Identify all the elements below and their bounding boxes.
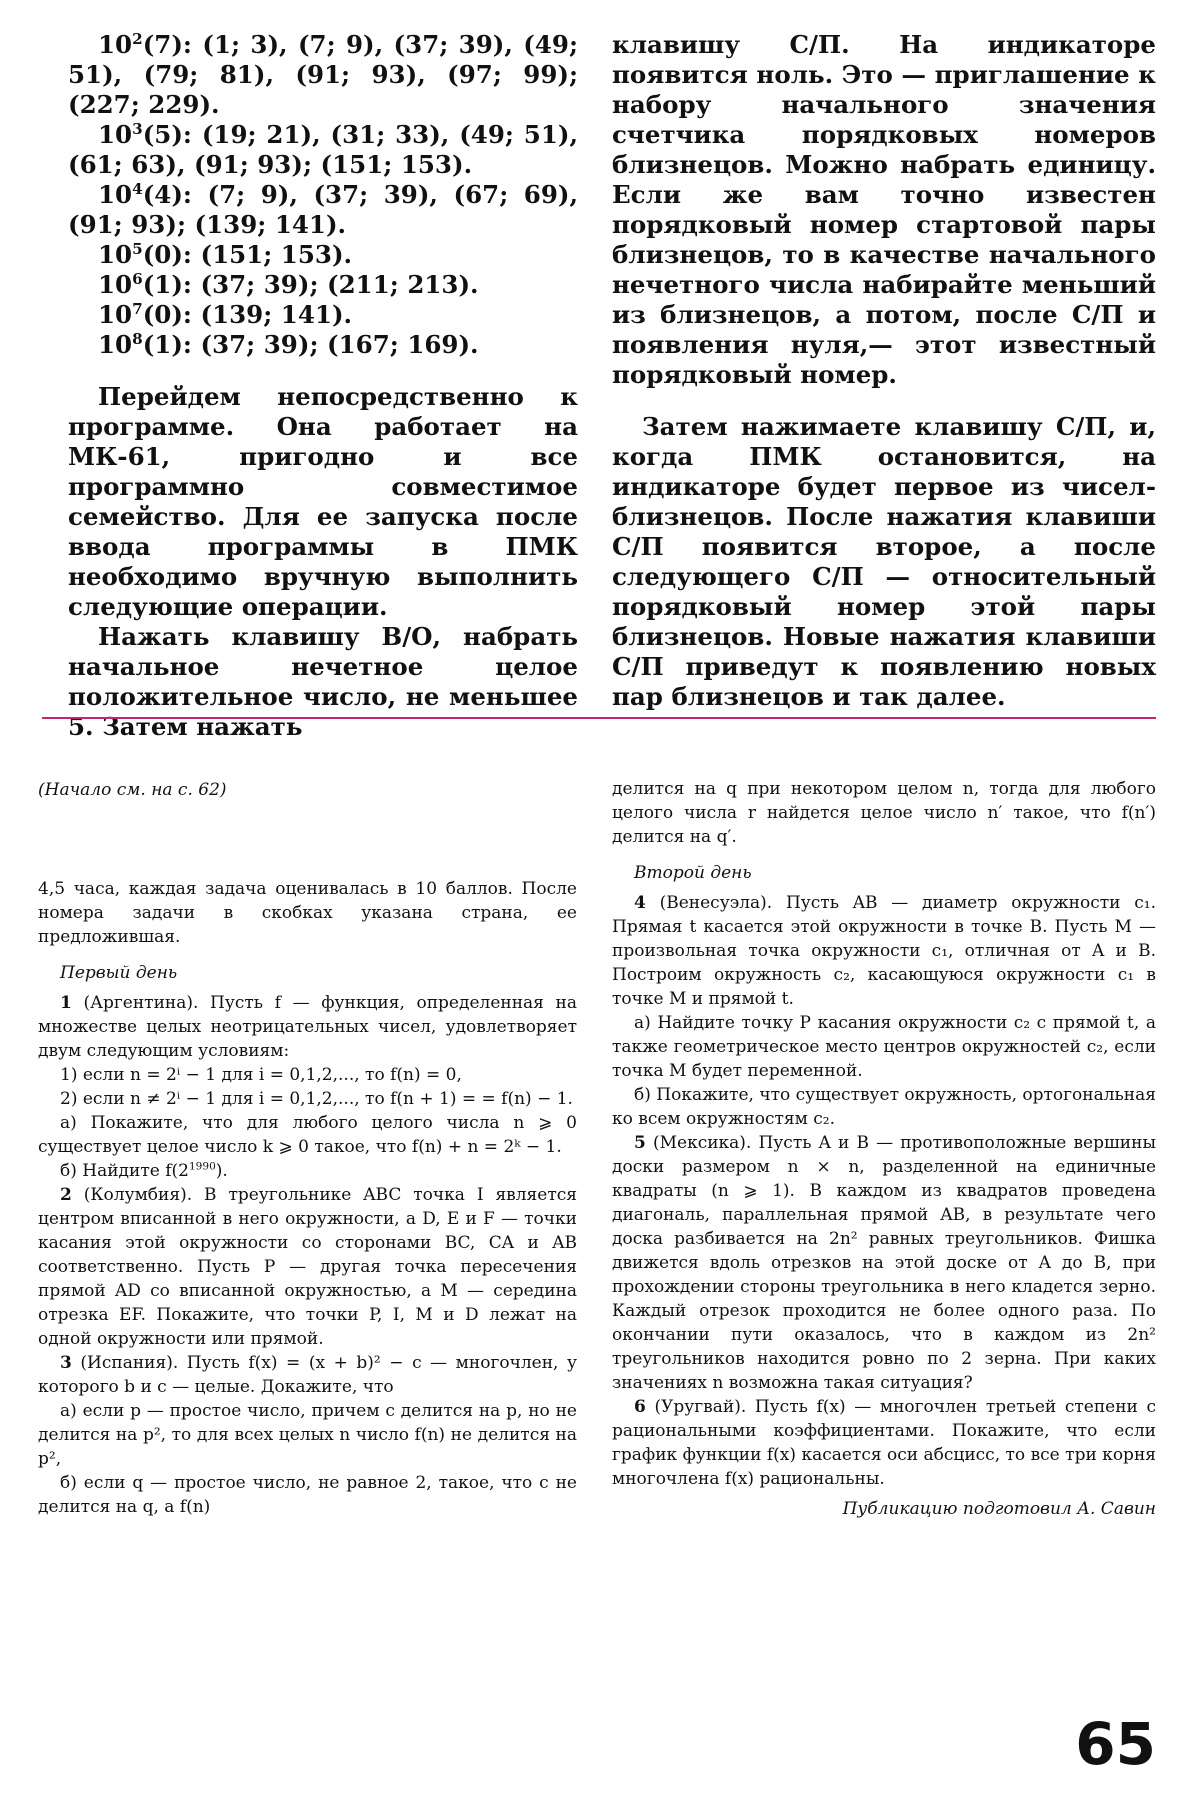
top-right-column bbox=[612, 30, 1156, 712]
section-divider bbox=[42, 717, 1156, 719]
twin-list-6: $10^7(0)$: (139; 141). bbox=[98, 299, 353, 329]
twin-list-1: $10^2(7)$: (1; 3), (7; 9), (37; 39), (49; 51), (79; 81), (91; 93), (97; 99); (227; 229). bbox=[68, 29, 578, 119]
problem-3-continued: делится на q при некотором целом n, тогда для любого целого числа r найдется целое число n′ такое, что f(n′) делится на q′. bbox=[612, 779, 1156, 847]
problem-1-part-b: б) Найдите $f(2^{1990})$. bbox=[60, 1160, 228, 1181]
instructions-continued-paragraph: клавишу С/П. На индикаторе появится ноль. Это — приглашение к набору начального значения счетчика порядковых номеров близнецов. Можно набрать единицу. Если же вам точно известен порядковый номер стартовой пары близнецов, то в качестве начального нечетного числа набирайте меньший из близнецов, а потом, после С/П и появления нуля,— этот известный порядковый номер. bbox=[612, 30, 1156, 389]
bottom-right-column bbox=[612, 777, 1156, 1521]
problem-4-part-a: а) Найдите точку P касания окружности c₂ с прямой t, а также геометрическое место центров окружностей c₂, если точка M будет переменной. bbox=[612, 1013, 1156, 1081]
problem-3: 3 (Испания). Пусть f(x) = (x + b)² − c — многочлен, у которого b и c — целые. Докажите, что bbox=[38, 1353, 577, 1397]
problem-4: 4 (Венесуэла). Пусть AB — диаметр окружности c₁. Прямая t касается этой окружности в точке B. Пусть M — произвольная точка окружности c₁, отличная от A и B. Построим окружность c₂, касающуюся окружности c₁ в точке M и прямой t. bbox=[612, 893, 1156, 1009]
program-intro-paragraph: Перейдем непосредственно к программе. Она работает на МК-61, пригодно и все программно совместимое семейство. Для ее запуска после ввода программы в ПМК необходимо вручную выполнить следующие операции. bbox=[68, 382, 578, 621]
publication-credit: Публикацию подготовил А. Савин bbox=[842, 1499, 1156, 1519]
top-left-column bbox=[68, 30, 578, 742]
problem-1-part-a: а) Покажите, что для любого целого числа n ⩾ 0 существует целое число k ⩾ 0 такое, что f(n) + n = 2ᵏ − 1. bbox=[38, 1113, 577, 1157]
twin-list-7: $10^8(1)$: (37; 39); (167; 169). bbox=[98, 329, 479, 359]
problem-1-condition-2: 2) если n ≠ 2ⁱ − 1 для i = 0,1,2,..., то f(n + 1) = = f(n) − 1. bbox=[60, 1089, 573, 1109]
problem-3-part-b: б) если q — простое число, не равное 2, такое, что c не делится на q, а f(n) bbox=[38, 1473, 577, 1517]
continuation-note: (Начало см. на с. 62) bbox=[38, 780, 227, 800]
problem-5: 5 (Мексика). Пусть A и B — противоположные вершины доски размером n × n, разделенной на единичные квадраты (n ⩾ 1). В каждом из квадратов проведена диагональ, параллельная прямой AB, в результате чего доска разбивается на 2n² равных треугольников. Фишка движется вдоль отрезков на этой доске от A до B, при прохождении стороны треугольника в него кладется зерно. Каждый отрезок проходится не более одного раза. По окончании пути оказалось, что в каждом из 2n² треугольников находится ровно по 2 зерна. При каких значениях n возможна такая ситуация? bbox=[612, 1133, 1156, 1393]
instructions-paragraph: Нажать клавишу В/О, набрать начальное нечетное целое положительное число, не меньшее 5. Затем нажать bbox=[68, 622, 578, 741]
twin-list-4: $10^5(0)$: (151; 153). bbox=[98, 239, 353, 269]
page-number: 65 bbox=[1075, 1710, 1156, 1778]
day-two-heading: Второй день bbox=[634, 863, 752, 883]
twin-list-2: $10^3(5)$: (19; 21), (31; 33), (49; 51), (61; 63), (91; 93); (151; 153). bbox=[68, 119, 578, 179]
problem-3-part-a: а) если p — простое число, причем c делится на p, но не делится на p², то для всех целых n число f(n) не делится на p², bbox=[38, 1401, 577, 1469]
problem-1: 1 (Аргентина). Пусть f — функция, определенная на множестве целых неотрицательных чисел, удовлетворяет двум следующим условиям: bbox=[38, 993, 577, 1061]
olympiad-intro: 4,5 часа, каждая задача оценивалась в 10 баллов. После номера задачи в скобках указана страна, ее предложившая. bbox=[38, 879, 577, 947]
problem-2: 2 (Колумбия). В треугольнике ABC точка I является центром вписанной в него окружности, а D, E и F — точки касания этой окружности со сторонами BC, CA и AB соответственно. Пусть P — другая точка пересечения прямой AD со вписанной окружностью, а M — середина отрезка EF. Покажите, что точки P, I, M и D лежат на одной окружности или прямой. bbox=[38, 1185, 577, 1349]
results-paragraph: Затем нажимаете клавишу С/П, и, когда ПМК остановится, на индикаторе будет первое из чисел-близнецов. После нажатия клавиши С/П появится второе, а после следующего С/П — относительный порядковый номер этой пары близнецов. Новые нажатия клавиши С/П приведут к появлению новых пар близнецов и так далее. bbox=[612, 412, 1156, 711]
day-one-heading: Первый день bbox=[60, 963, 178, 983]
problem-4-part-b: б) Покажите, что существует окружность, ортогональная ко всем окружностям c₂. bbox=[612, 1085, 1156, 1129]
bottom-left-column bbox=[38, 877, 577, 1519]
twin-list-3: $10^4(4)$: (7; 9), (37; 39), (67; 69), (91; 93); (139; 141). bbox=[68, 179, 578, 239]
problem-6: 6 (Уругвай). Пусть f(x) — многочлен третьей степени с рациональными коэффициентами. Покажите, что если график функции f(x) касается оси абсцисс, то все три корня многочлена f(x) рациональны. bbox=[612, 1397, 1156, 1489]
problem-1-condition-1: 1) если n = 2ⁱ − 1 для i = 0,1,2,..., то f(n) = 0, bbox=[60, 1065, 462, 1085]
twin-list-5: $10^6(1)$: (37; 39); (211; 213). bbox=[98, 269, 479, 299]
